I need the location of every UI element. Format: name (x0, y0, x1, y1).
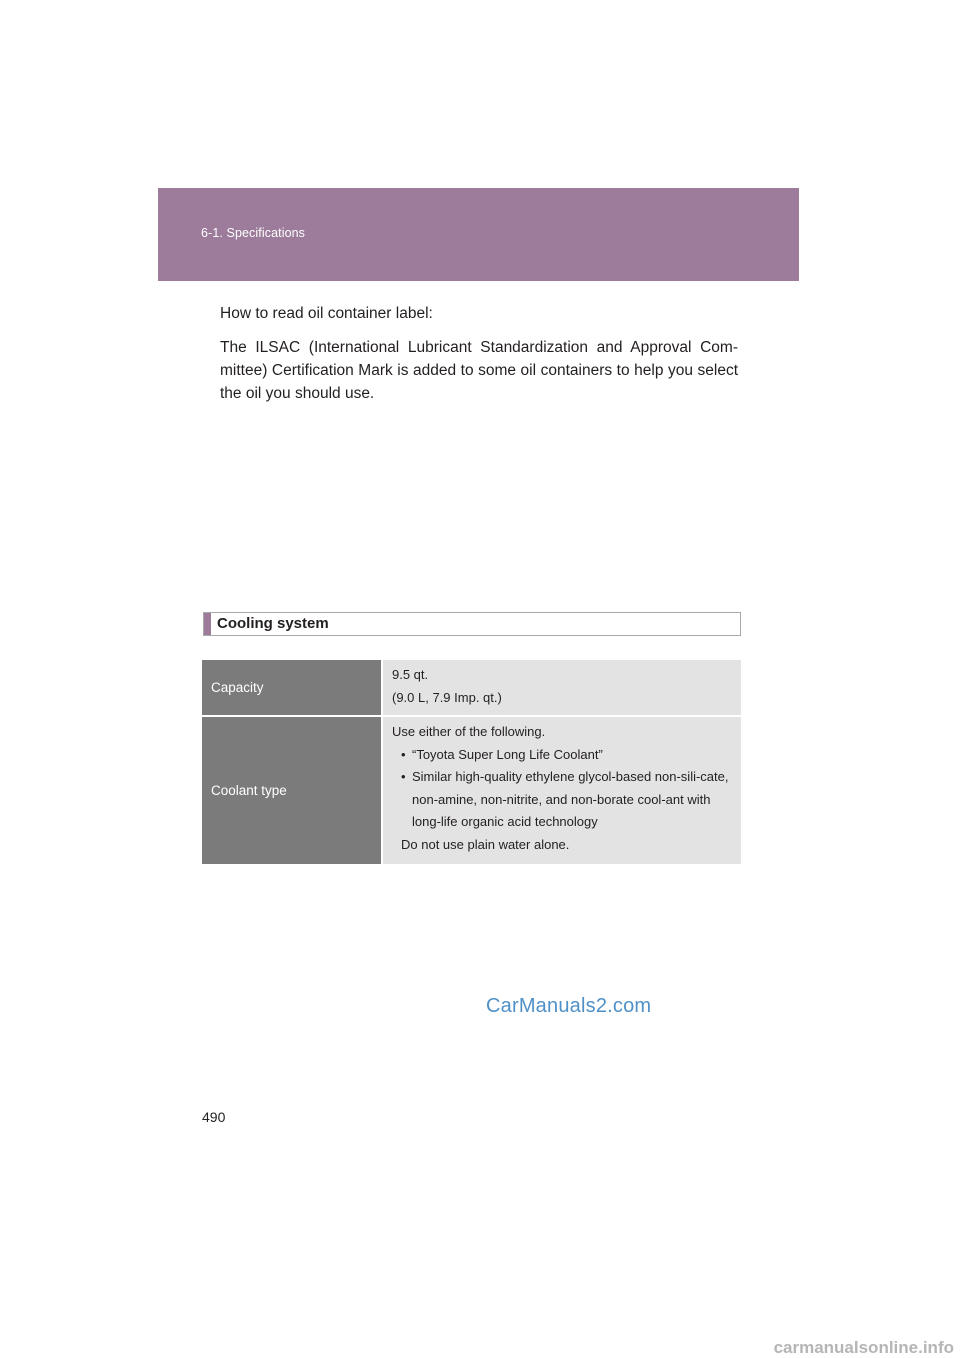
coolant-type-value (382, 717, 741, 864)
capacity-value (382, 660, 741, 715)
capacity-value-line-1: 9.5 qt. (392, 667, 429, 682)
intro-text (220, 302, 738, 416)
coolant-option-1: “Toyota Super Long Life Coolant” (412, 746, 603, 762)
cooling-system-title: Cooling system (217, 615, 329, 632)
heading-accent-bar (204, 613, 211, 635)
coolant-intro: Use either of the following. (392, 724, 546, 739)
list-item (392, 744, 741, 767)
capacity-label: Capacity (202, 660, 382, 715)
coolant-note: Do not use plain water alone. (401, 836, 570, 852)
footer-watermark-strip (0, 1336, 960, 1358)
coolant-option-2: Similar high-quality ethylene glycol-based non-sili-cate, non-amine, non-nitrite, and non-borate cool-ant with long-life organic acid technology (412, 769, 729, 829)
section-header-band (158, 188, 799, 281)
page-number: 490 (202, 1109, 226, 1125)
carmanuals2-watermark: CarManuals2.com (486, 995, 652, 1017)
coolant-type-label: Coolant type (202, 717, 382, 864)
intro-paragraph-heading: How to read oil container label: (220, 305, 433, 322)
table-row-coolant-type (202, 717, 741, 864)
footer-watermark-text: carmanualsonline.info (773, 1338, 954, 1357)
bullet-icon: • (401, 746, 406, 762)
table-row-capacity (202, 660, 741, 715)
section-label: 6-1. Specifications (201, 226, 306, 240)
intro-paragraph-body: The ILSAC (International Lubricant Standardization and Approval Com-mittee) Certification Mark is added to some oil containers to help you select the oil you should use. (220, 339, 738, 402)
capacity-value-line-2: (9.0 L, 7.9 Imp. qt.) (392, 689, 502, 705)
cooling-system-heading (203, 612, 741, 636)
bullet-icon: • (401, 769, 406, 784)
coolant-options-list (392, 744, 741, 834)
list-item (392, 766, 741, 834)
cooling-spec-table (202, 660, 741, 864)
